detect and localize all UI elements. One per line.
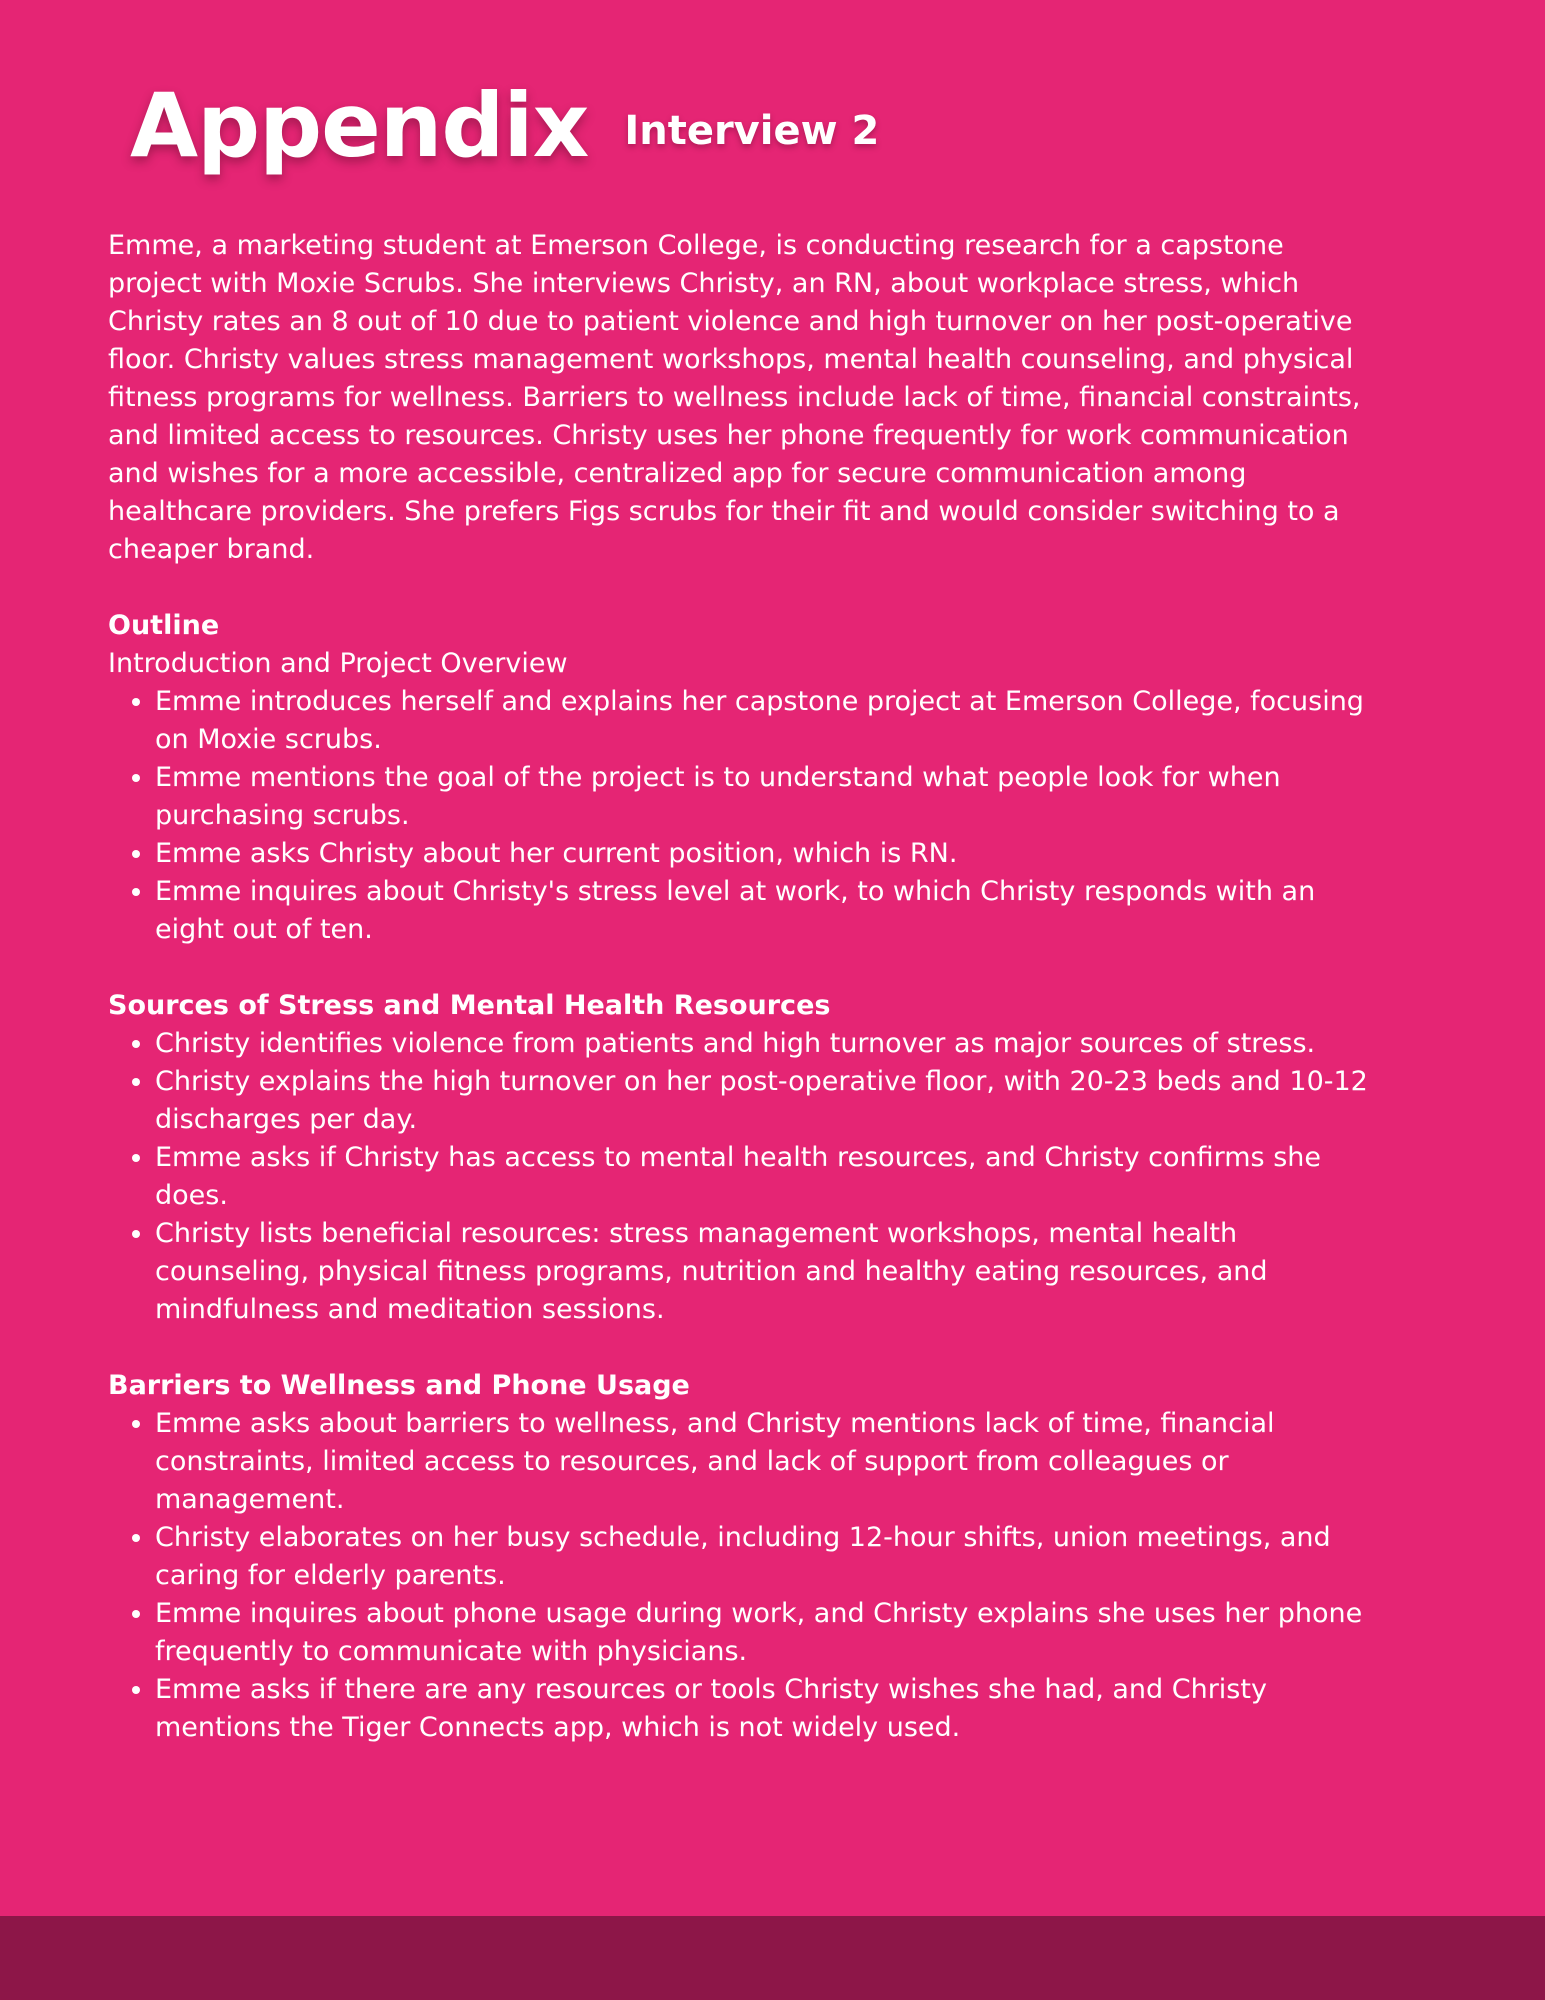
list-item: • Christy lists beneficial resources: stress management workshops, mental health counseling, physical fitness programs, nutrition and healthy eating resources, and mindfulness and meditation sessions. [155,1215,1373,1329]
outline-section [108,607,1373,949]
summary-paragraph: Emme, a marketing student at Emerson College, is conducting research for a capstone project with Moxie Scrubs. She interviews Christy, an RN, about workplace stress, which Christy rates an 8 out of 10 due to patient violence and high turnover on her post-operative floor. Christy values stress management workshops, mental health counseling, and physical fitness programs for wellness. Barriers to wellness include lack of time, financial constraints, and limited access to resources. Christy uses her phone frequently for work communication and wishes for a more accessible, centralized app for secure communication among healthcare providers. She prefers Figs scrubs for their fit and would consider switching to a cheaper brand. [108,230,1361,565]
footer-band [0,1916,1545,2000]
page-header [130,74,880,177]
list-item: • Emme asks Christy about her current position, which is RN. [155,835,1373,873]
outline-subheading: Introduction and Project Overview [108,648,568,679]
list-item: • Christy elaborates on her busy schedule, including 12-hour shifts, union meetings, and caring for elderly parents. [155,1519,1373,1595]
document-body [108,227,1373,1785]
stress-heading: Sources of Stress and Mental Health Resources [108,990,831,1021]
list-item: • Emme asks about barriers to wellness, and Christy mentions lack of time, financial constraints, limited access to resources, and lack of support from colleagues or management. [155,1405,1373,1519]
page-subtitle: Interview 2 [624,108,880,154]
outline-heading: Outline [108,610,220,641]
list-item: • Emme asks if there are any resources or tools Christy wishes she had, and Christy mentions the Tiger Connects app, which is not widely used. [155,1671,1373,1747]
stress-list [108,1025,1373,1329]
list-item: • Emme inquires about Christy's stress level at work, to which Christy responds with an eight out of ten. [155,873,1373,949]
outline-list [108,683,1373,949]
page-title: Appendix [130,74,589,177]
list-item: • Emme inquires about phone usage during work, and Christy explains she uses her phone frequently to communicate with physicians. [155,1595,1373,1671]
list-item: • Emme introduces herself and explains her capstone project at Emerson College, focusing on Moxie scrubs. [155,683,1373,759]
list-item: • Emme mentions the goal of the project is to understand what people look for when purchasing scrubs. [155,759,1373,835]
barriers-list [108,1405,1373,1747]
stress-section [108,987,1373,1329]
list-item: • Christy identifies violence from patients and high turnover as major sources of stress. [155,1025,1373,1063]
barriers-section [108,1367,1373,1747]
list-item: • Emme asks if Christy has access to mental health resources, and Christy confirms she does. [155,1139,1373,1215]
list-item: • Christy explains the high turnover on her post-operative floor, with 20-23 beds and 10-12 discharges per day. [155,1063,1373,1139]
barriers-heading: Barriers to Wellness and Phone Usage [108,1370,690,1401]
